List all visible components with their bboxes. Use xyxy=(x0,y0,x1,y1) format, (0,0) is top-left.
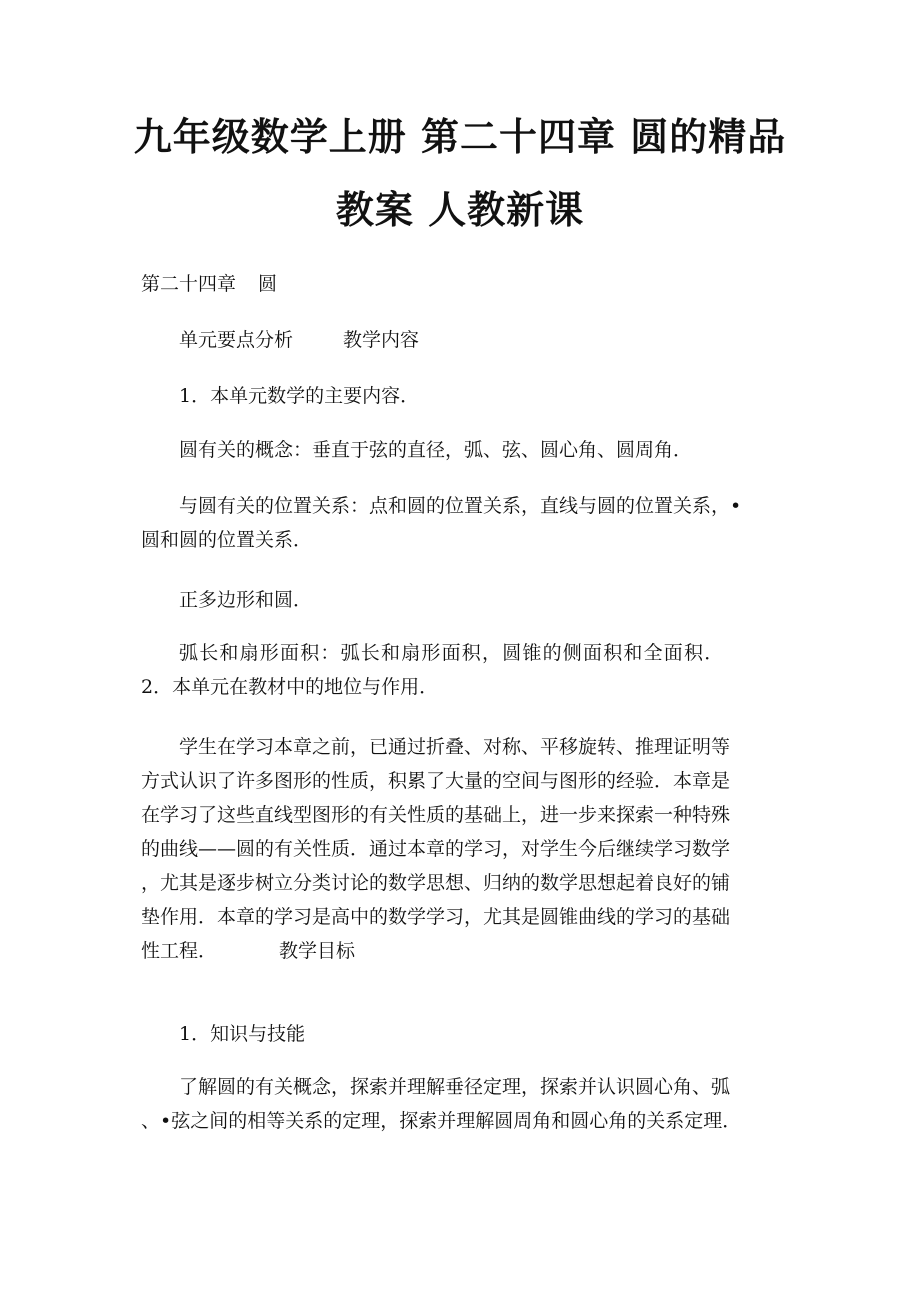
goal-paragraph xyxy=(141,1070,781,1138)
role-line: ，尤其是逐步树立分类讨论的数学思想、归纳的数学思想起着良好的铺 xyxy=(141,872,731,894)
role-line: 方式认识了许多图形的性质，积累了大量的空间与图形的经验．本章是 xyxy=(141,770,731,792)
goal-line: 了解圆的有关概念，探索并理解垂径定理，探索并认识圆心角、弧 xyxy=(179,1076,731,1098)
chapter-label: 第二十四章 xyxy=(141,273,237,295)
role-line-last xyxy=(141,934,781,968)
position-paragraph xyxy=(141,489,781,557)
role-paragraph xyxy=(141,730,781,968)
role-line: 在学习了这些直线型图形的有关性质的基础上，进一步来探索一种特殊 xyxy=(141,804,731,826)
role-line-end: 性工程． xyxy=(141,940,218,962)
role-line: 垫作用．本章的学习是高中的数学学习，尤其是圆锥曲线的学习的基础 xyxy=(141,906,731,928)
position-line-2: 圆和圆的位置关系． xyxy=(141,529,313,551)
arc-area-paragraph xyxy=(141,636,781,704)
document-title-line-2: 教案 人教新课 xyxy=(335,188,585,232)
concepts-paragraph: 圆有关的概念：垂直于弦的直径，弧、弦、圆心角、圆周角． xyxy=(179,439,693,461)
item-1-heading: 1．本单元数学的主要内容． xyxy=(179,385,420,407)
teaching-goals-label: 教学目标 xyxy=(279,940,356,962)
unit-analysis-label: 单元要点分析 xyxy=(179,329,294,351)
position-line-1: 与圆有关的位置关系：点和圆的位置关系，直线与圆的位置关系，• xyxy=(179,495,742,517)
document-title-line-1: 九年级数学上册 第二十四章 圆的精品 xyxy=(133,115,787,159)
knowledge-skill-heading: 1．知识与技能 xyxy=(179,1023,306,1045)
chapter-heading xyxy=(141,272,781,296)
teaching-content-label: 教学内容 xyxy=(343,329,420,351)
goal-line: 、•弦之间的相等关系的定理，探索并理解圆周角和圆心角的关系定理． xyxy=(141,1110,742,1132)
role-line: 学生在学习本章之前，已通过折叠、对称、平移旋转、推理证明等 xyxy=(179,736,731,758)
item-2-heading: 2．本单元在教材中的地位与作用． xyxy=(141,676,439,698)
arc-area-line: 弧长和扇形面积：弧长和扇形面积，圆锥的侧面积和全面积． xyxy=(179,642,725,664)
chapter-name: 圆 xyxy=(258,273,278,295)
polygon-paragraph: 正多边形和圆． xyxy=(179,589,313,611)
unit-analysis-heading xyxy=(141,328,819,352)
role-line: 的曲线——圆的有关性质．通过本章的学习，对学生今后继续学习数学 xyxy=(141,838,731,860)
